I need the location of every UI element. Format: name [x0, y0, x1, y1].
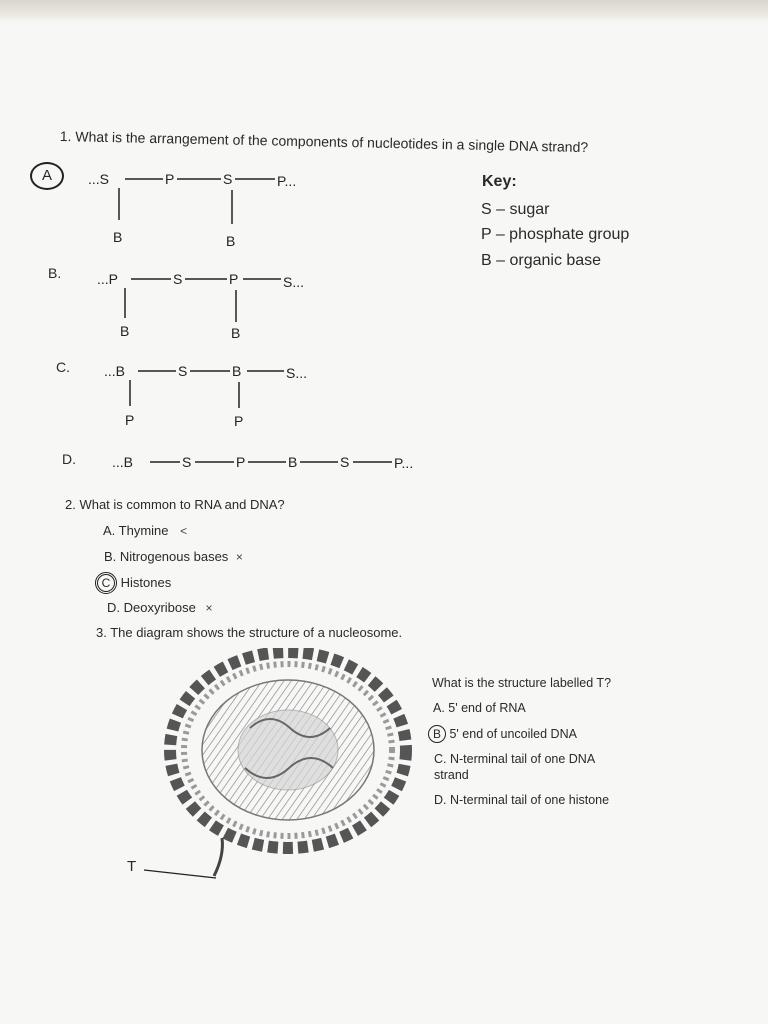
q3-option-b	[428, 725, 577, 743]
b-base-2: B	[231, 325, 241, 341]
q2-option-c	[95, 572, 171, 594]
c-base-2: B	[232, 363, 242, 379]
b-phosphate-1: ...P	[97, 271, 119, 287]
d-sugar-2: S	[340, 454, 350, 470]
c-base-1: ...B	[104, 363, 126, 379]
q2-option-d-mark: ×	[205, 601, 213, 615]
key-title: Key:	[482, 173, 517, 190]
question-2-text: 2. What is common to RNA and DNA?	[65, 497, 285, 512]
a-phosphate-1: P	[165, 171, 175, 187]
a-base-1: B	[113, 229, 123, 245]
q3-option-c: C. N-terminal tail of one DNA	[434, 752, 596, 766]
q3-prompt: What is the structure labelled T?	[432, 676, 612, 690]
q2-option-a	[103, 523, 187, 538]
c-sugar-1: S	[178, 363, 188, 379]
b-sugar-2: S...	[283, 274, 305, 290]
option-a-diagram	[85, 168, 325, 253]
question-1-text: 1. What is the arrangement of the components of nucleotides in a single DNA strand?	[59, 128, 589, 156]
b-sugar-1: S	[173, 271, 183, 287]
label-t-pointer	[142, 864, 222, 884]
q3-option-c-cont: strand	[434, 768, 469, 782]
d-base-1: ...B	[112, 454, 134, 470]
d-base-2: B	[288, 454, 298, 470]
key-item-phosphate: P – phosphate group	[481, 226, 630, 243]
option-d-letter: D.	[62, 451, 76, 467]
d-phosphate-1: P	[236, 454, 246, 470]
q3-option-d: D. N-terminal tail of one histone	[434, 793, 610, 807]
q2-option-d-label: D. Deoxyribose	[107, 600, 196, 615]
label-t: T	[127, 858, 137, 875]
q3-option-b-circled: B	[428, 725, 446, 743]
d-phosphate-2: P...	[394, 455, 414, 471]
option-a-circled: A	[30, 162, 64, 190]
c-phosphate-1: P	[125, 412, 135, 428]
key-item-sugar: S – sugar	[481, 201, 550, 218]
option-c-diagram	[102, 360, 342, 435]
c-phosphate-2: P	[234, 413, 244, 429]
a-base-2: B	[226, 233, 236, 249]
option-b-letter: B.	[48, 265, 62, 281]
q3-option-b-label: 5' end of uncoiled DNA	[449, 727, 577, 741]
q2-option-c-circled	[95, 572, 117, 594]
option-b-diagram	[95, 268, 335, 348]
b-phosphate-2: P	[229, 271, 239, 287]
q2-option-a-label: A. Thymine	[103, 523, 169, 538]
a-sugar-2: S	[223, 171, 233, 187]
nucleosome-diagram	[160, 648, 420, 884]
q2-option-c-letter: C	[97, 574, 115, 592]
key-item-base: B – organic base	[481, 252, 602, 269]
option-c-letter: C.	[56, 359, 70, 375]
q2-option-b	[104, 549, 243, 564]
a-phosphate-2: P...	[277, 173, 297, 189]
q2-option-c-label: Histones	[120, 575, 172, 590]
b-base-1: B	[120, 323, 130, 339]
q2-option-b-mark: ×	[235, 550, 243, 564]
q2-option-a-mark: <	[180, 524, 188, 538]
question-3-text: 3. The diagram shows the structure of a nucleosome.	[96, 625, 403, 640]
option-d-diagram	[110, 451, 440, 473]
q3-option-a: A. 5' end of RNA	[433, 701, 526, 715]
a-sugar-1: ...S	[88, 171, 110, 187]
q2-option-d	[107, 600, 213, 615]
q2-option-b-label: B. Nitrogenous bases	[104, 549, 229, 564]
c-sugar-2: S...	[286, 365, 308, 381]
d-sugar-1: S	[182, 454, 192, 470]
